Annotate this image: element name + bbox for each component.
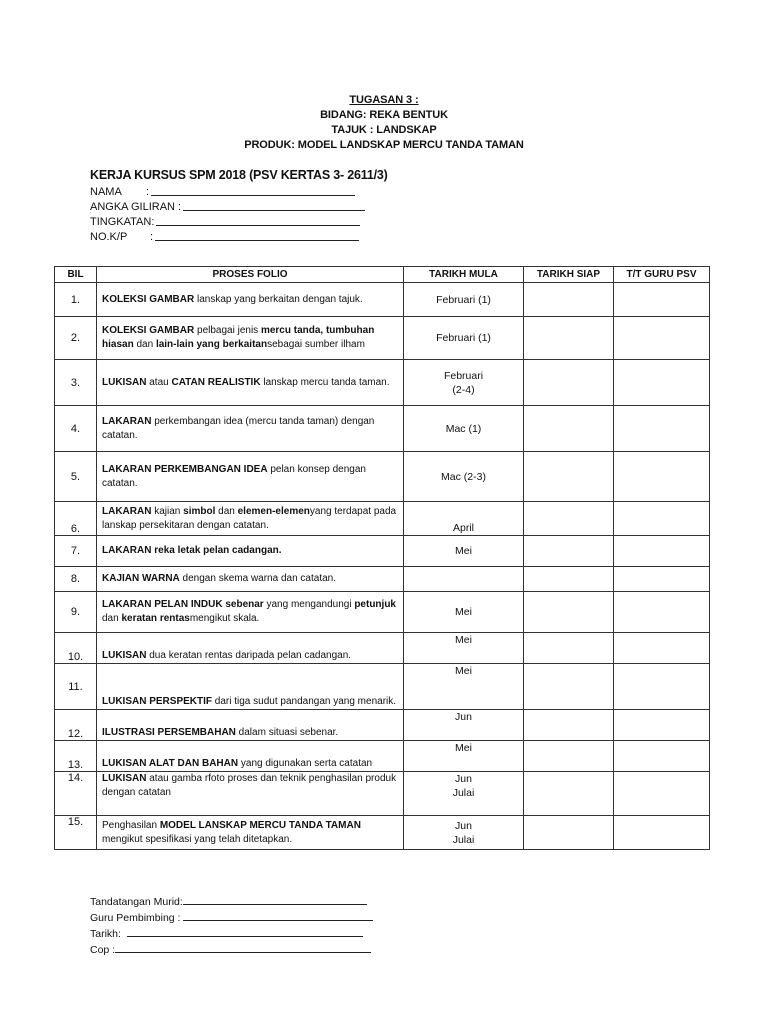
process-description: LAKARAN kajian simbol dan elemen-elemenyang terdapat pada lanskap persekitaran dengan catatan. — [97, 502, 404, 536]
ic-number-label: NO.K/P — [90, 231, 128, 243]
start-date: Mei — [404, 741, 524, 772]
ic-number-row — [90, 230, 365, 245]
teacher-signature-cell[interactable] — [614, 741, 710, 772]
teacher-signature-cell[interactable] — [614, 772, 710, 816]
process-description: LUKISAN atau CATAN REALISTIK lanskap mercu tanda taman. — [97, 360, 404, 406]
folio-process-table — [54, 266, 710, 850]
product-line: PRODUK: MODEL LANDSKAP MERCU TANDA TAMAN — [244, 139, 524, 151]
header-proses-folio: PROSES FOLIO — [97, 267, 404, 283]
start-date: Februari (2-4) — [404, 360, 524, 406]
supervisor-label: Guru Pembimbing : — [90, 912, 181, 924]
start-date: Mac (1) — [404, 406, 524, 452]
row-number: 4. — [55, 406, 97, 452]
row-number: 6. — [55, 502, 97, 536]
stamp-label: Cop : — [90, 944, 116, 956]
supervisor-line[interactable] — [183, 910, 373, 921]
form-label: TINGKATAN: — [90, 216, 155, 228]
index-number-label: ANGKA GILIRAN : — [90, 201, 182, 213]
process-description: KAJIAN WARNA dengan skema warna dan catatan. — [97, 567, 404, 592]
name-label: NAMA — [90, 186, 122, 198]
student-signature-line[interactable] — [183, 894, 367, 905]
process-description: KOLEKSI GAMBAR pelbagai jenis mercu tanda, tumbuhan hiasan dan lain-lain yang berkaitansebagai sumber ilham — [97, 317, 404, 360]
teacher-signature-cell[interactable] — [614, 360, 710, 406]
start-date: Februari (1) — [404, 283, 524, 317]
supervisor-row — [90, 910, 373, 926]
assignment-title: TUGASAN 3 : — [349, 94, 419, 106]
student-signature-label: Tandatangan Murid: — [90, 896, 183, 908]
finish-date-cell[interactable] — [524, 816, 614, 850]
process-description: LAKARAN reka letak pelan cadangan. — [97, 536, 404, 567]
teacher-signature-cell[interactable] — [614, 536, 710, 567]
index-number-row — [90, 200, 365, 215]
student-info — [90, 185, 365, 245]
teacher-signature-cell[interactable] — [614, 592, 710, 633]
table-row — [55, 816, 710, 850]
row-number: 7. — [55, 536, 97, 567]
table-row — [55, 741, 710, 772]
row-number: 9. — [55, 592, 97, 633]
finish-date-cell[interactable] — [524, 567, 614, 592]
teacher-signature-cell[interactable] — [614, 452, 710, 502]
title-block — [0, 93, 768, 153]
form-blank-line[interactable] — [156, 215, 360, 226]
table-row — [55, 710, 710, 741]
process-description: LAKARAN PERKEMBANGAN IDEA pelan konsep dengan catatan. — [97, 452, 404, 502]
teacher-signature-cell[interactable] — [614, 502, 710, 536]
finish-date-cell[interactable] — [524, 741, 614, 772]
table-row — [55, 592, 710, 633]
process-description: LUKISAN atau gamba rfoto proses dan teknik penghasilan produk dengan catatan — [97, 772, 404, 816]
name-row — [90, 185, 365, 200]
row-number: 3. — [55, 360, 97, 406]
teacher-signature-cell[interactable] — [614, 317, 710, 360]
finish-date-cell[interactable] — [524, 633, 614, 664]
table-row — [55, 664, 710, 710]
finish-date-cell[interactable] — [524, 360, 614, 406]
row-number: 5. — [55, 452, 97, 502]
finish-date-cell[interactable] — [524, 283, 614, 317]
teacher-signature-cell[interactable] — [614, 567, 710, 592]
coursework-heading: KERJA KURSUS SPM 2018 (PSV KERTAS 3- 2611/3) — [90, 168, 388, 182]
finish-date-cell[interactable] — [524, 406, 614, 452]
finish-date-cell[interactable] — [524, 502, 614, 536]
process-description: LAKARAN PELAN INDUK sebenar yang mengandungi petunjuk dan keratan rentasmengikut skala. — [97, 592, 404, 633]
header-tarikh-siap: TARIKH SIAP — [524, 267, 614, 283]
finish-date-cell[interactable] — [524, 772, 614, 816]
table-row — [55, 502, 710, 536]
start-date: Jun Julai — [404, 772, 524, 816]
teacher-signature-cell[interactable] — [614, 816, 710, 850]
process-description: LUKISAN ALAT DAN BAHAN yang digunakan serta catatan — [97, 741, 404, 772]
start-date: Mei — [404, 633, 524, 664]
form-row — [90, 215, 365, 230]
name-blank-line[interactable] — [151, 185, 355, 196]
ic-number-blank-line[interactable] — [155, 230, 359, 241]
row-number: 10. — [55, 633, 97, 664]
topic-line: TAJUK : LANDSKAP — [331, 124, 437, 136]
row-number: 8. — [55, 567, 97, 592]
table-header-row — [55, 267, 710, 283]
stamp-line[interactable] — [115, 942, 371, 953]
teacher-signature-cell[interactable] — [614, 633, 710, 664]
finish-date-cell[interactable] — [524, 710, 614, 741]
table-row — [55, 360, 710, 406]
row-number: 12. — [55, 710, 97, 741]
ic-number-separator: : — [150, 231, 154, 243]
teacher-signature-cell[interactable] — [614, 710, 710, 741]
finish-date-cell[interactable] — [524, 664, 614, 710]
table-row — [55, 633, 710, 664]
date-line[interactable] — [127, 926, 363, 937]
field-line: BIDANG: REKA BENTUK — [320, 109, 448, 121]
row-number: 1. — [55, 283, 97, 317]
teacher-signature-cell[interactable] — [614, 406, 710, 452]
student-signature-row — [90, 894, 373, 910]
stamp-row — [90, 942, 373, 958]
process-description: LUKISAN PERSPEKTIF dari tiga sudut pandangan yang menarik. — [97, 664, 404, 710]
finish-date-cell[interactable] — [524, 536, 614, 567]
start-date: Mei — [404, 592, 524, 633]
start-date: Jun — [404, 710, 524, 741]
header-tt-guru: T/T GURU PSV — [614, 267, 710, 283]
start-date: April — [404, 502, 524, 536]
start-date: Mei — [404, 664, 524, 710]
teacher-signature-cell[interactable] — [614, 283, 710, 317]
row-number: 14. — [55, 772, 97, 816]
index-number-blank-line[interactable] — [183, 200, 365, 211]
date-label: Tarikh: — [90, 928, 121, 940]
process-description: KOLEKSI GAMBAR lanskap yang berkaitan dengan tajuk. — [97, 283, 404, 317]
table-row — [55, 283, 710, 317]
row-number: 13. — [55, 741, 97, 772]
process-description: ILUSTRASI PERSEMBAHAN dalam situasi sebenar. — [97, 710, 404, 741]
row-number: 15. — [55, 816, 97, 850]
start-date — [404, 567, 524, 592]
start-date: Februari (1) — [404, 317, 524, 360]
table-row — [55, 317, 710, 360]
header-tarikh-mula: TARIKH MULA — [404, 267, 524, 283]
process-description: LAKARAN perkembangan idea (mercu tanda taman) dengan catatan. — [97, 406, 404, 452]
process-description: Penghasilan MODEL LANSKAP MERCU TANDA TAMAN mengikut spesifikasi yang telah ditetapkan. — [97, 816, 404, 850]
header-bil: BIL — [55, 267, 97, 283]
finish-date-cell[interactable] — [524, 592, 614, 633]
table-row — [55, 406, 710, 452]
row-number: 2. — [55, 317, 97, 360]
process-description: LUKISAN dua keratan rentas daripada pelan cadangan. — [97, 633, 404, 664]
table-row — [55, 452, 710, 502]
finish-date-cell[interactable] — [524, 317, 614, 360]
row-number: 11. — [55, 664, 97, 710]
teacher-signature-cell[interactable] — [614, 664, 710, 710]
start-date: Mac (2-3) — [404, 452, 524, 502]
table-row — [55, 536, 710, 567]
table-row — [55, 567, 710, 592]
start-date: Jun Julai — [404, 816, 524, 850]
start-date: Mei — [404, 536, 524, 567]
name-separator: : — [146, 186, 150, 198]
finish-date-cell[interactable] — [524, 452, 614, 502]
date-row — [90, 926, 373, 942]
table-row — [55, 772, 710, 816]
signature-block — [90, 894, 373, 958]
